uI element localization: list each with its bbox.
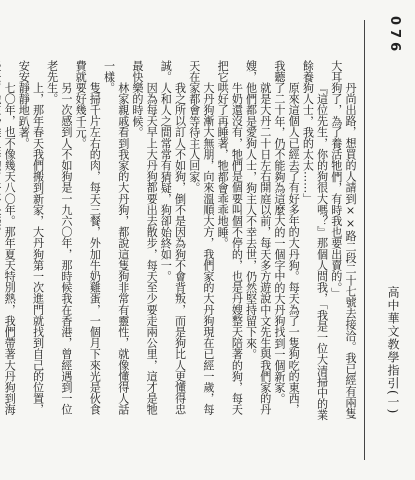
paragraph: 隻掃千片左右的肉，每天三餐，外加牛奶雞蛋，一個月下來光是伙食費就要好幾千元。	[74, 60, 102, 416]
paragraph: 七〇年，也不像幾天八〇年。那年夏天特別熱，我們帶著大丹狗到海	[3, 82, 17, 416]
page-number: 076	[387, 16, 402, 56]
paragraph: 牛奶還沒有，牠們是個要叫個不停的，也是丹嫂整天陪著的狗，每天把它哄好了再睡著，牠都會乖乖地睡。	[216, 60, 244, 416]
paragraph: 因為每天早上大丹狗都要出去散步，每天至少要走兩公里，這才是牠最快樂的時候。	[130, 60, 159, 416]
paragraph: 林家親戚看到我家的大丹狗，都說這隻狗非常有靈性，就像懂得人話一樣。	[102, 60, 130, 416]
running-title: 高中華文教學指引(一)	[386, 286, 400, 415]
paragraph: 另一次感到人不如狗是一九六〇年，那時候我在香港，曾經遇到一位老先生。	[45, 60, 73, 416]
paragraph: 上，那年春天我們搬到新家，大丹狗第一次進門就找到自己的位置，安安靜靜地趴著。	[17, 60, 45, 416]
page-header	[372, 16, 402, 468]
paragraph: 就是大丹二十日左右開庭以前，每天多方遊說中文先生與我們家的丹嫂，他們都是愛狗人士，狗主人不幸去世，仍然堅持留下來。	[244, 60, 272, 416]
paragraph: 原來這個人已經去了有好多年的大丹狗。每天為了一隻狗吃的東西，我聽了二十年，仍不能夠為這麼大的一個字中的大丹狗找到一個新家。	[272, 60, 301, 416]
body-text	[3, 60, 357, 422]
paragraph: 『這位先生，你的狗很大嗎？』那個人問我，「我是一位大清掃中的業餘養狗人士，我的太太……」	[301, 60, 329, 421]
header-rule	[364, 20, 365, 460]
paragraph: 我之所以訂人不如狗，倒不是因為狗不會背叛，而是狗比人更懂得忠誠。人和人之間常常有猜疑，狗卻始終如一。	[159, 60, 187, 416]
paragraph: 丹尚出路，想買的人請到××路二段二十七號去接洽。我已經有兩隻大耳狗了，為了養活牠們，有時我也要出賣的。」	[329, 60, 357, 419]
paragraph: 大丹狗漸大無朋，向來溫順大方，我們家的大丹狗現在已經一歲，每天在家都會等待主人回家。	[187, 60, 215, 416]
